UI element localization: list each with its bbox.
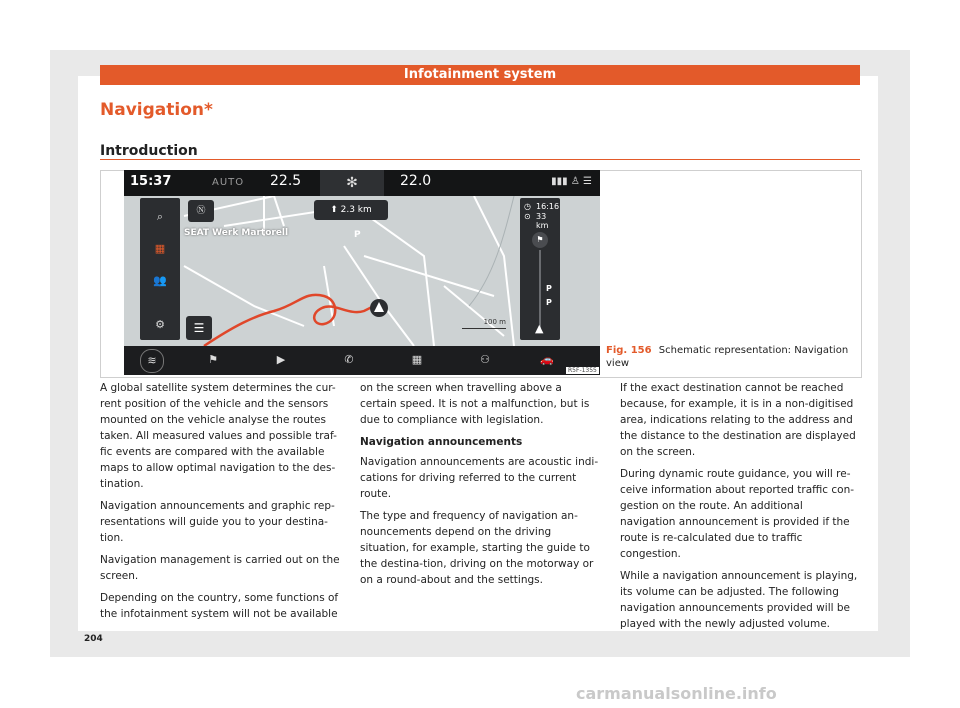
text-column-2 <box>360 380 600 594</box>
parking-label-2: P <box>546 298 552 307</box>
arrival-time: 16:16 <box>536 202 560 211</box>
paragraph: During dynamic route guidance, you will re-ceive information about reported traffic con-gestion on the route. An additional navigation announcement is provided if the route is re-calculated due to traffic congestion. <box>620 468 855 560</box>
flag-icon: ⚑ <box>208 353 218 366</box>
subsection-title: Introduction <box>100 143 198 159</box>
paragraph: If the exact destination cannot be reached because, for example, it is in a non-digitised area, indications relating to the address and the distance to the destination are displayed on the screen. <box>620 382 856 458</box>
route-panel <box>520 198 560 340</box>
parking-label-map: P <box>354 230 361 240</box>
car-icon: 🚗 <box>540 353 554 366</box>
temperature-right: 22.0 <box>400 173 432 189</box>
contacts-icon: 👥 <box>153 274 167 287</box>
phone-icon: ✆ <box>344 353 354 366</box>
figure-caption-text: Schematic representation: Navigation view <box>606 345 849 369</box>
apps-button[interactable] <box>406 349 428 371</box>
paragraph: While a navigation announcement is playing, its volume can be adjusted. The following navigation announcements provided will be played with the newly adjusted volume. <box>620 570 858 630</box>
contacts-button[interactable] <box>140 266 180 296</box>
paragraph: Navigation announcements and graphic rep-resentations will guide you to your destina-tion. <box>100 500 335 544</box>
auto-label: AUTO <box>212 177 245 188</box>
fan-button[interactable] <box>320 170 384 196</box>
place-label: SEAT Werk Martorell <box>184 228 289 238</box>
left-sidebar <box>140 198 180 340</box>
apps-icon: ▦ <box>411 353 423 366</box>
subheading: Navigation announcements <box>360 436 523 448</box>
vehicle-button[interactable] <box>532 349 562 371</box>
map-button[interactable] <box>140 234 180 264</box>
paragraph: The type and frequency of navigation an-nouncements depend on the driving situation, for example, starting the guide to the destina-tion, driving on the motorway or on a round-about and the settings. <box>360 510 594 586</box>
gear-icon: ⚙ <box>155 318 165 331</box>
map-scale <box>462 318 506 328</box>
maneuver-distance: 2.3 km <box>340 205 372 215</box>
nav-shortcut-button[interactable] <box>202 349 224 371</box>
temperature-left: 22.5 <box>270 173 302 189</box>
menu-icon: ☰ <box>193 321 205 335</box>
page-number: 204 <box>84 634 103 644</box>
heat-icon: ≋ <box>147 354 157 367</box>
bottom-toolbar <box>124 346 600 375</box>
watermark: carmanualsonline.info <box>576 684 777 703</box>
settings-button[interactable] <box>140 310 180 340</box>
search-button[interactable] <box>140 202 180 232</box>
map-scale-line <box>462 326 506 329</box>
maneuver-icon: ⬆ <box>330 205 338 215</box>
climate-button[interactable] <box>140 349 164 373</box>
chapter-header: Infotainment system <box>100 65 860 85</box>
paragraph: on the screen when travelling above a certain speed. It is not a malfunction, but is due to compliance with legislation. <box>360 382 590 426</box>
compass-icon: Ⓝ <box>196 206 206 216</box>
clock-icon: ◷ <box>524 202 531 211</box>
parking-label-1: P <box>546 284 552 293</box>
figure-code: R5F-1355 <box>568 367 597 374</box>
connect-button[interactable] <box>474 349 496 371</box>
distance-icon: ⊙ <box>524 212 531 221</box>
status-icons <box>551 176 592 187</box>
clock: 15:37 <box>130 174 172 189</box>
paragraph: Navigation management is carried out on the screen. <box>100 554 340 582</box>
remaining-distance: 33 km <box>536 212 549 230</box>
map-scale-label: 100 m <box>483 318 506 326</box>
compass-button[interactable] <box>188 200 214 222</box>
section-title: Navigation* <box>100 100 213 120</box>
user-icon: ♙ <box>570 176 580 187</box>
media-button[interactable] <box>270 349 292 371</box>
connect-icon: ⚇ <box>480 353 490 366</box>
signal-icon: ▮▮▮ <box>551 176 568 187</box>
paragraph: Navigation announcements are acoustic indi-cations for driving referred to the current route. <box>360 456 599 500</box>
position-arrow-icon: ▲ <box>535 322 544 335</box>
phone-button[interactable] <box>338 349 360 371</box>
text-column-3 <box>620 380 860 638</box>
figure-caption <box>606 344 852 370</box>
fan-icon: ✻ <box>346 175 358 191</box>
figure-label: Fig. 156 <box>606 345 652 356</box>
search-icon: ⌕ <box>156 210 164 223</box>
route-progress-line <box>539 250 541 330</box>
map-icon: ▦ <box>154 242 166 255</box>
text-column-1 <box>100 380 340 628</box>
status-bar <box>124 170 600 196</box>
list-icon: ☰ <box>583 176 592 187</box>
subsection-heading <box>100 140 860 160</box>
paragraph: A global satellite system determines the cur-rent position of the vehicle and the sensors mounted on the vehicle analyse the routes taken. All measured values and possible traf-fic events are compared with the available maps to allow optimal navigation to the des-tination. <box>100 382 337 490</box>
maneuver-indicator <box>314 200 388 220</box>
infotainment-screen <box>124 170 600 375</box>
paragraph: Depending on the country, some functions of the infotainment system will not be available <box>100 592 339 620</box>
menu-button[interactable] <box>186 316 212 340</box>
flag-icon: ⚑ <box>532 232 548 248</box>
play-icon: ▶ <box>276 353 286 366</box>
